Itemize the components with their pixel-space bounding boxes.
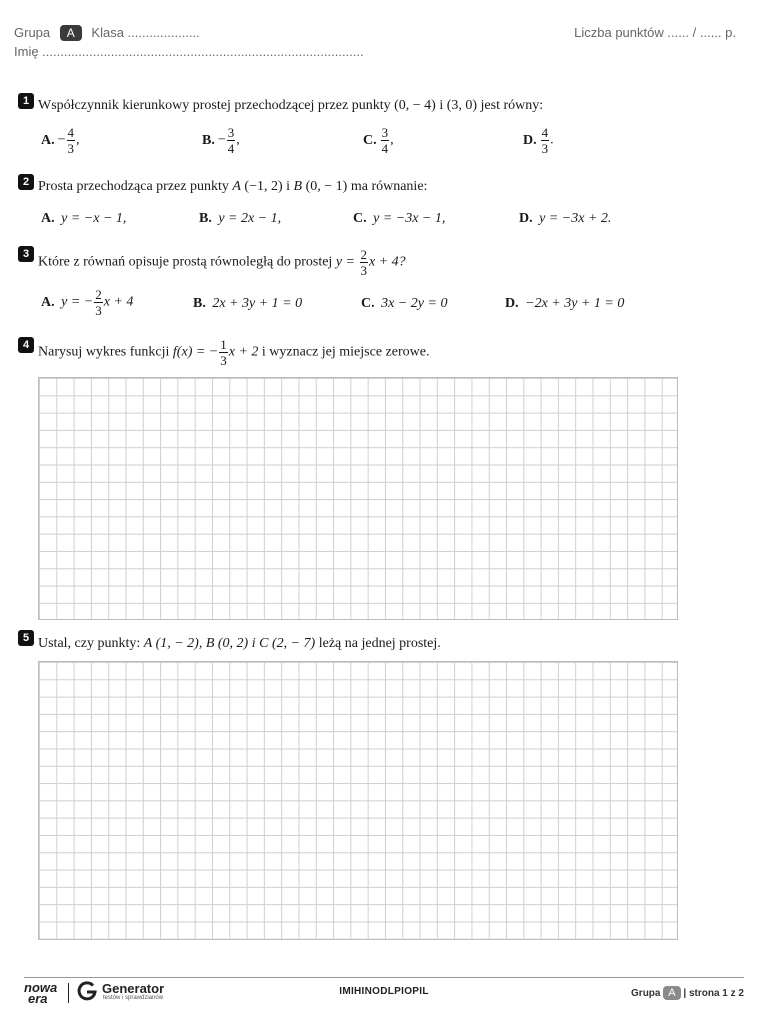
option-expression: y = − [61,294,94,310]
fraction [227,126,236,155]
logo-text: nowa [24,980,58,995]
option-letter: B. [199,211,212,226]
question-text: i [435,98,447,113]
option-letter: B. [193,296,206,311]
option-letter: B. [202,132,215,148]
numerator: 4 [541,125,549,140]
answer-option-a[interactable] [41,126,80,155]
question-text: ma równanie: [347,179,428,194]
option-sign: − [57,132,66,148]
numerator: 3 [227,125,235,140]
numerator: 1 [220,337,227,352]
option-letter: C. [363,132,377,148]
page-info [631,986,744,1000]
denominator: 3 [95,303,102,318]
answer-option-c[interactable] [363,126,394,155]
question-text: Narysuj wykres funkcji [38,344,173,360]
denominator: 4 [381,141,389,156]
option-expression: y = 2x − 1, [218,211,282,226]
question-text: i [282,179,294,194]
answer-option-d[interactable] [505,296,624,312]
answer-option-b[interactable] [199,211,281,227]
option-expression: y = −x − 1, [61,211,127,226]
option-letter: C. [353,211,367,226]
generator-name: Generator [102,981,165,996]
option-expression: 2x + 3y + 1 = 0 [212,296,303,311]
fraction [94,288,103,317]
answer-option-b[interactable] [193,296,302,312]
points-field[interactable]: Liczba punktów ...... / ...... p. [574,25,736,40]
denominator: 3 [220,353,227,368]
answer-grid-q4[interactable] [38,377,678,620]
question-number: 3 [18,246,34,262]
test-code: IMIHINODLPIOPIL [339,986,429,997]
option-letter: C. [361,296,375,311]
option-expression: y = −3x − 1, [373,211,446,226]
question-text: jest równy: [477,98,544,113]
question-number: 5 [18,630,34,646]
point-name: A [232,179,241,194]
answer-option-a[interactable] [41,288,133,317]
option-end: , [76,132,80,148]
answer-option-c[interactable] [353,211,445,227]
equation-lhs: y = [335,254,359,270]
question-text: leżą na jednej prostej. [315,636,441,651]
fraction [360,248,369,277]
numerator: 3 [381,125,389,140]
question-number: 1 [18,93,34,109]
denominator: 3 [67,141,75,156]
point-name: B [293,179,303,194]
option-sign: − [217,132,226,148]
numerator: 2 [95,287,102,302]
function-expression: f(x) = − [172,344,219,360]
group-label: Grupa [14,25,51,40]
footer-group-label: Grupa [631,988,661,999]
class-field[interactable]: Klasa .................... [91,25,200,40]
answer-option-a[interactable] [41,211,126,227]
equation-rhs: x + 4? [369,254,406,270]
question-text: Które z równań opisuje prostą równoległą do prostej [38,254,336,270]
fraction [541,126,550,155]
question-5-text [38,636,441,652]
question-4-text [38,338,429,367]
option-letter: D. [505,296,519,311]
name-field[interactable]: Imię ......................................................................................... [14,44,364,59]
option-expression: −2x + 3y + 1 = 0 [525,296,625,311]
answer-option-b[interactable] [202,126,240,155]
option-letter: A. [41,294,55,310]
question-text: Ustal, czy punkty: [38,636,144,651]
question-text: Prosta przechodząca przez punkty [38,179,233,194]
question-2-text [38,179,427,195]
point-coords: (−1, 2) [240,179,283,194]
option-letter: A. [41,132,55,148]
denominator: 3 [360,263,367,278]
question-number: 4 [18,337,34,353]
numerator: 4 [67,125,75,140]
generator-subtitle: testów i sprawdzianów [103,995,164,1001]
answer-grid-q5[interactable] [38,661,678,940]
logo-text: era [28,991,48,1006]
question-1-text [38,98,543,114]
answer-option-c[interactable] [361,296,447,312]
page-number: | strona 1 z 2 [683,988,744,999]
footer-divider [24,977,744,978]
option-end: . [550,132,554,148]
fraction [67,126,76,155]
point-coords: (3, 0) [446,98,478,113]
denominator: 4 [227,141,235,156]
denominator: 3 [541,141,549,156]
option-end: , [390,132,394,148]
fraction [381,126,390,155]
answer-option-d[interactable] [519,211,611,227]
point-coords: (0, − 1) [302,179,348,194]
fraction [219,338,228,367]
question-text: i wyznacz jej miejsce zerowe. [258,344,430,360]
question-text: Współczynnik kierunkowy prostej przechodzącej przez punkty [38,98,395,113]
option-expression: 3x − 2y = 0 [381,296,448,311]
answer-option-d[interactable] [523,126,554,155]
footer-group-badge: A [663,986,680,1000]
option-letter: A. [41,211,55,226]
point-coords: (0, − 4) [394,98,436,113]
function-expression: x + 2 [228,344,259,360]
question-3-text [38,248,406,277]
numerator: 2 [360,247,367,262]
option-letter: D. [519,211,533,226]
option-end: , [236,132,240,148]
question-number: 2 [18,174,34,190]
group-badge: A [60,25,82,41]
points-list: A (1, − 2), B (0, 2) i C (2, − 7) [143,636,316,651]
option-letter: D. [523,132,537,148]
option-expression: x + 4 [103,294,134,310]
group-field [14,25,200,41]
option-expression: y = −3x + 2. [539,211,612,226]
